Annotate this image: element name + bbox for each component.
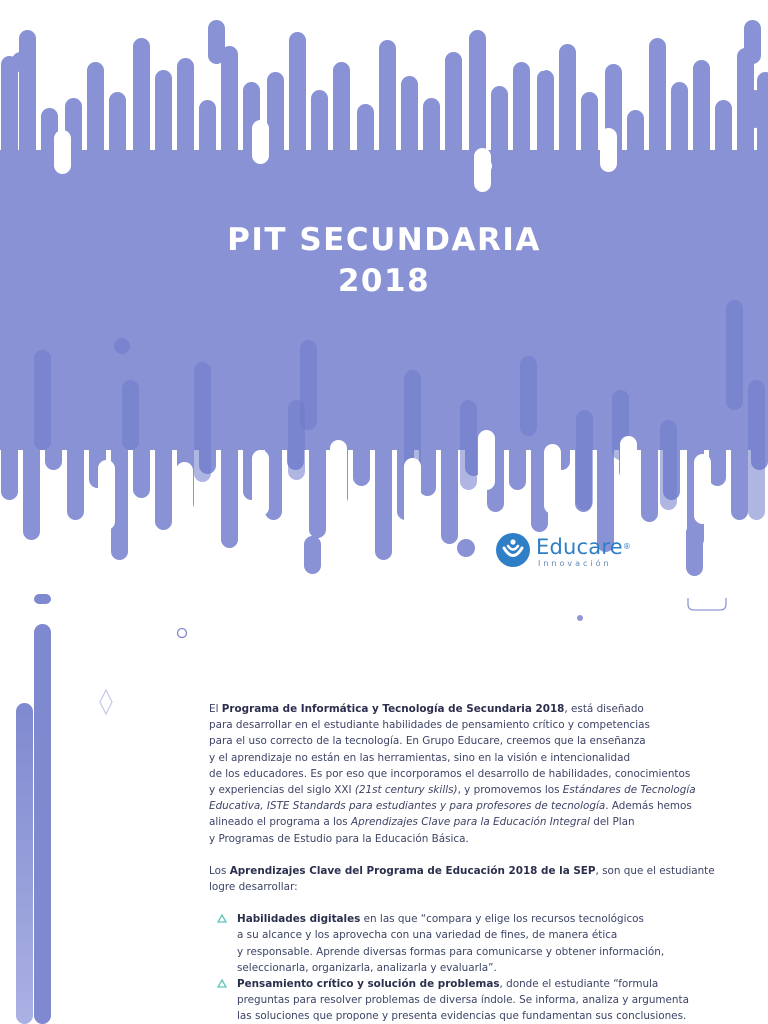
program-name: Programa de Informática y Tecnología de Secundaria 2018 bbox=[221, 703, 565, 715]
logo-name: Educare® bbox=[536, 535, 632, 559]
list-item: Habilidades digitales en las que “compara y elige los recursos tecnológicos a su alcance y los aprovecha con una variedad de fines, de manera ética y responsable. Aprende diversas formas para comunicarse y obtener información, seleccionarla, organizarla, analizarla y evaluarla”. bbox=[209, 911, 729, 976]
triangle-bullet-icon bbox=[217, 979, 227, 988]
educare-logo bbox=[496, 533, 646, 573]
page-title-line2: 2018 bbox=[337, 263, 431, 299]
decor-circle-outline bbox=[178, 629, 187, 638]
decor-diamond bbox=[100, 690, 112, 714]
educare-logo-icon bbox=[496, 533, 530, 567]
intro-content bbox=[209, 701, 729, 1024]
page-title-line1: PIT SECUNDARIA bbox=[227, 222, 541, 258]
decor-bar-top bbox=[34, 594, 51, 604]
key-learning-paragraph: Los Aprendizajes Clave del Programa de Educación 2018 de la SEP, son que el estudiante logre desarrollar: bbox=[209, 864, 715, 894]
intro-paragraph: El Programa de Informática y Tecnología de Secundaria 2018, está diseñado para desarrollar en el estudiante habilidades de pensamiento crítico y competencias para el uso correcto de la tecnología. En Grupo Educare, creemos que la enseñanza y el aprendizaje no están en las herramientas, sino en la visión e intencionalidad de los educadores. Es por eso que incorporamos el desarrollo de habilidades, conocimientos y experiencias del siglo XXI (21st century skills), y promovemos los Estándares de Tecnología Educativa, ISTE Standards para estudiantes y para profesores de tecnología. Además hemos alineado el programa a los Aprendizajes Clave para la Educación Integral del Plan y Programas de Estudio para la Educación Básica. bbox=[209, 703, 696, 845]
skills-list bbox=[209, 911, 729, 1024]
triangle-bullet-icon bbox=[217, 914, 227, 923]
decor-bar-tall bbox=[34, 624, 51, 1024]
decor-bracket bbox=[688, 598, 726, 610]
decor-dot bbox=[577, 615, 583, 621]
logo-tagline: Innovación bbox=[538, 559, 612, 568]
decor-bar-short bbox=[16, 703, 33, 1024]
list-item: Pensamiento crítico y solución de problemas, donde el estudiante “formula preguntas para resolver problemas de diversa índole. Se informa, analiza y argumenta las soluciones que propone y presenta evidencias que fundamentan sus conclusiones. bbox=[209, 976, 729, 1024]
